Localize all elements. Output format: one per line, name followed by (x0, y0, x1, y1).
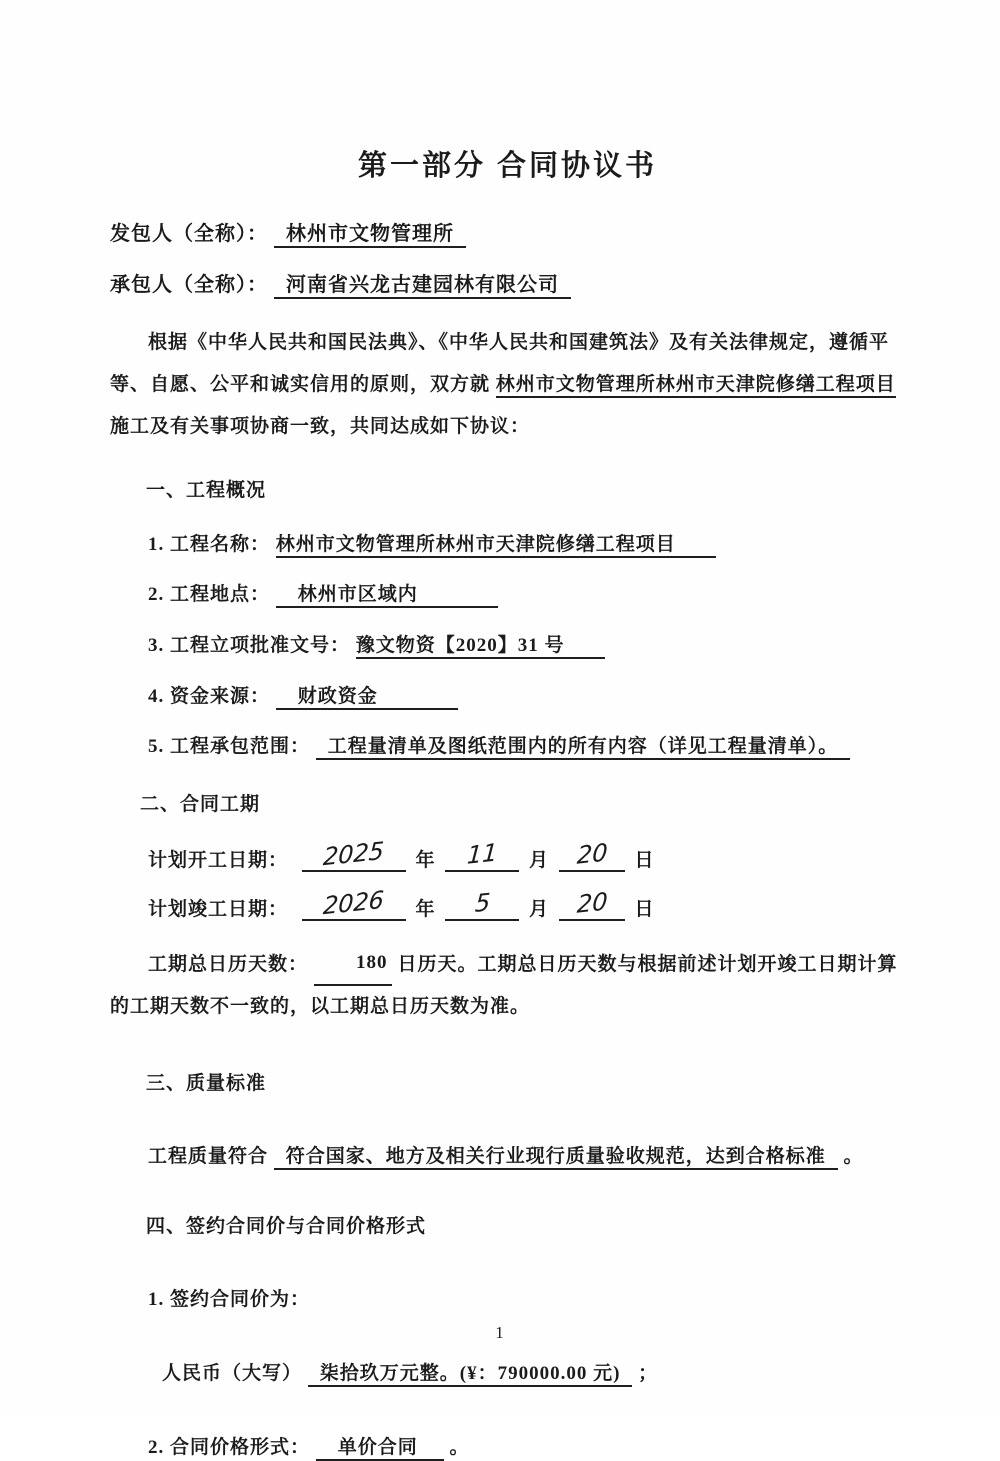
planned-start-date-line (148, 836, 905, 872)
finish-day-blank (559, 887, 625, 921)
item-label: 2. 工程地点： (148, 584, 271, 606)
finish-month-value: 5 (473, 888, 491, 919)
overview-item-name (148, 531, 905, 559)
overview-item-funding-source (148, 683, 905, 711)
preamble-lead: 根据《中华人民共和国民法典》、《中华人民共和国建筑法》及有关法律规定，遵循平等、自愿、公平和诚实信用的原则，双方就 (110, 332, 890, 395)
finish-year-blank (302, 885, 406, 921)
unit-day: 日 (634, 899, 655, 921)
item-value: 工程量清单及图纸范围内的所有内容（详见工程量清单）。 (316, 736, 851, 760)
finish-year-value: 2026 (322, 885, 386, 921)
quality-value: 符合国家、地方及相关行业现行质量验收规范，达到合格标准 (274, 1146, 838, 1170)
overview-item-location (148, 581, 905, 609)
employer-line (110, 220, 905, 249)
item-label: 4. 资金来源： (148, 685, 271, 707)
planned-finish-date-line (148, 885, 905, 921)
document-title: 第一部分 合同协议书 (357, 150, 658, 182)
currency-label: 人民币（大写） (162, 1363, 303, 1384)
start-year-value: 2025 (322, 836, 386, 872)
page-number: 1 (495, 1323, 505, 1342)
item-label: 3. 工程立项批准文号： (148, 635, 351, 657)
finish-month-blank (445, 888, 519, 921)
preamble-project-name: 林州市文物管理所林州市天津院修缮工程项目 (496, 374, 896, 398)
amount-line (162, 1360, 905, 1388)
price-form-suffix: 。 (449, 1436, 470, 1458)
item-value: 豫文物资【2020】31 号 (356, 635, 605, 659)
overview-item-scope (148, 733, 905, 761)
employer-value: 林州市文物管理所 (274, 223, 466, 248)
finish-day-value: 20 (575, 887, 608, 919)
duration-label: 工期总日历天数： (148, 954, 309, 976)
finish-date-label: 计划竣工日期： (148, 899, 289, 921)
start-year-blank (302, 836, 406, 872)
overview-item-approval-number (148, 632, 905, 660)
price-form-line (148, 1434, 905, 1461)
quality-suffix: 。 (843, 1146, 864, 1168)
start-month-value: 11 (466, 838, 499, 870)
item-value: 林州市文物管理所林州市天津院修缮工程项目 (276, 534, 716, 558)
duration-tail: 日历天。工期总日历天数与根据前述计划开竣工日期计算的工期天数不一致的，以工期总日历天数为准。 (110, 954, 898, 1018)
item-label: 1. 工程名称： (148, 533, 271, 555)
unit-month: 月 (529, 850, 550, 872)
employer-label: 发包人（全称）： (110, 223, 268, 245)
section-overview-heading: 一、工程概况 (146, 480, 267, 502)
start-month-blank (445, 838, 519, 872)
quality-line (148, 1143, 905, 1171)
item-value: 财政资金 (276, 686, 458, 710)
quality-label: 工程质量符合 (148, 1146, 269, 1168)
unit-year: 年 (415, 899, 436, 921)
start-day-value: 20 (575, 838, 608, 870)
contractor-label: 承包人（全称）： (110, 274, 268, 296)
section-price-heading: 四、签约合同价与合同价格形式 (146, 1215, 427, 1237)
unit-month: 月 (529, 899, 550, 921)
price-intro-line: 1. 签约合同价为： (148, 1289, 311, 1311)
preamble-tail: 施工及有关事项协商一致，共同达成如下协议： (110, 415, 531, 437)
section-quality-heading: 三、质量标准 (146, 1072, 267, 1094)
item-label: 5. 工程承包范围： (148, 736, 311, 758)
item-value: 林州市区域内 (276, 584, 498, 608)
duration-paragraph (110, 942, 905, 1028)
contractor-line (110, 271, 905, 300)
unit-day: 日 (634, 850, 655, 872)
start-day-blank (559, 838, 625, 872)
duration-blank (314, 942, 392, 986)
unit-year: 年 (415, 850, 436, 872)
price-form-value: 单价合同 (316, 1437, 444, 1461)
price-form-label: 2. 合同价格形式： (148, 1436, 311, 1458)
section-duration-heading: 二、合同工期 (140, 793, 261, 815)
preamble-paragraph (110, 322, 905, 447)
duration-value: 180 (356, 952, 388, 974)
amount-suffix: ； (638, 1363, 659, 1384)
amount-value: 柒拾玖万元整。(¥：790000.00 元) (308, 1363, 633, 1387)
contractor-value: 河南省兴龙古建园林有限公司 (274, 274, 571, 299)
start-date-label: 计划开工日期： (148, 850, 289, 872)
